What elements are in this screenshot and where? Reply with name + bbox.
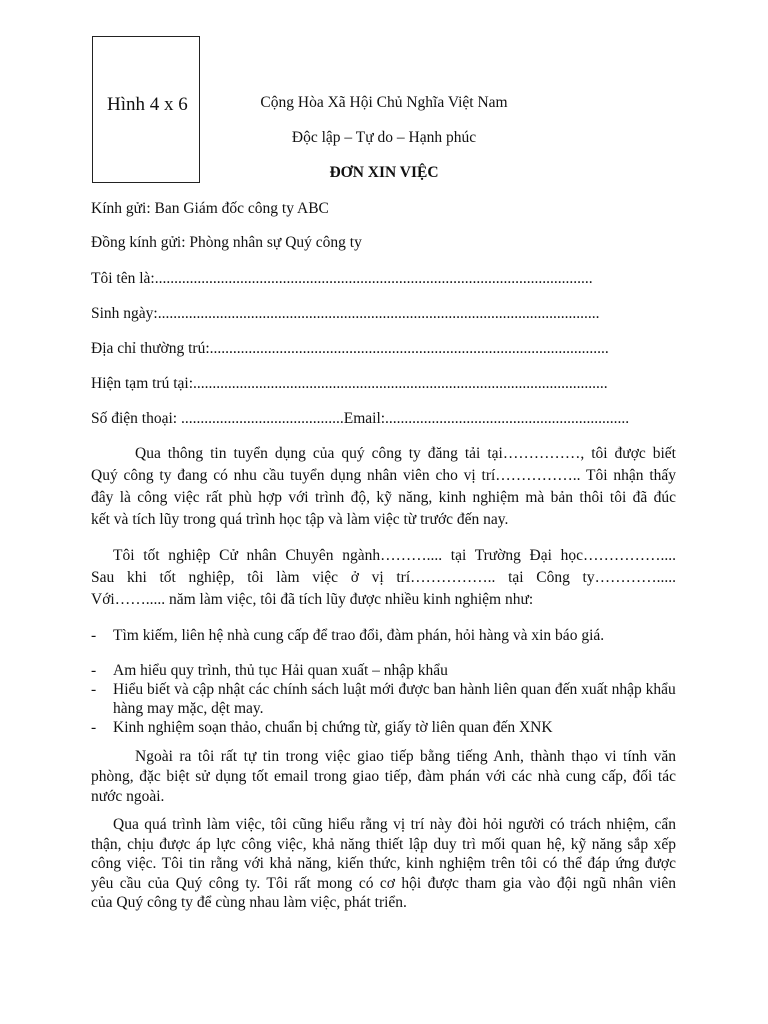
paragraph-line: Tôi tốt nghiệp Cử nhân Chuyên ngành……….... tại Trường Đại học…………….... [113,547,676,564]
experience-list-item [91,718,676,737]
paragraph-closing [91,815,676,913]
country-heading: Cộng Hòa Xã Hội Chủ Nghĩa Việt Nam [260,94,508,111]
motto-heading: Độc lập – Tự do – Hạnh phúc [291,129,477,146]
list-item-text: Am hiểu quy trình, thủ tục Hải quan xuất – nhập khẩu [113,662,448,679]
bullet-dash: - [91,719,97,736]
experience-list-item [91,626,676,645]
recipient-to: Kính gửi: Ban Giám đốc công ty ABC [91,200,329,217]
paragraph-line: công việc. Tôi tin rằng với khả năng, kiến thức, kinh nghiệm trên tôi có thể đáp ứng được [91,855,676,872]
paragraph-line: Với……..... năm làm việc, tôi đã tích lũy được nhiều kinh nghiệm như: [91,591,534,608]
paragraph-line: Qua thông tin tuyển dụng của quý công ty đăng tải tại……………, tôi được biết [135,445,676,462]
paragraph-line: Sau khi tốt nghiệp, tôi làm việc ở vị trí…………….. tại Công ty…………..... [91,569,676,586]
paragraph-line: kết và tích lũy trong quá trình học tập và làm việc từ trước đến nay. [91,511,509,528]
paragraph-education [91,545,676,611]
phone-email-field: Số điện thoại: ..........................................Email:............................................................... [91,410,630,427]
paragraph-line: yêu cầu của Quý công ty. Tôi rất mong có cơ hội được tham gia vào đội ngũ nhân viên [91,874,676,892]
paragraph-line: Quý công ty đang có nhu cầu tuyển dụng nhân viên cho vị trí…………….. Tôi nhận thấy [91,467,676,484]
list-item-text: Hiểu biết và cập nhật các chính sách luật mới được ban hành liên quan đến xuất nhập khẩu hàng may mặc, dệt may. [113,681,676,717]
bullet-dash: - [91,627,97,644]
dob-field: Sinh ngày:.................................................................................................................. [91,305,600,322]
address-field: Địa chỉ thường trú:....................................................................................................... [91,340,609,357]
photo-placeholder-label: Hình 4 x 6 [107,94,188,115]
paragraph-line: Ngoài ra tôi rất tự tin trong việc giao tiếp bằng tiếng Anh, thành thạo vi tính văn [135,748,676,765]
paragraph-line: thận, chịu được áp lực công việc, khả năng thiết lập duy trì mối quan hệ, kỹ năng sắp xếp [91,835,676,853]
list-item-text: Kinh nghiệm soạn thảo, chuẩn bị chứng từ, giấy tờ liên quan đến XNK [113,719,553,736]
bullet-dash: - [91,662,97,679]
paragraph-line: phòng, đặc biệt sử dụng tốt email trong giao tiếp, đàm phán với các nhà cung cấp, đối tác [91,768,676,785]
paragraph-intro [91,443,676,531]
temp-address-field: Hiện tạm trú tại:........................................................................................................... [91,375,608,392]
recipient-cc: Đồng kính gửi: Phòng nhân sự Quý công ty [91,234,362,251]
document-title: ĐƠN XIN VIỆC [329,164,439,181]
paragraph-skills [91,747,676,807]
paragraph-line: của Quý công ty để cùng nhau làm việc, phát triển. [91,894,407,911]
name-field: Tôi tên là:................................................................................................................. [91,270,593,287]
paragraph-line: nước ngoài. [91,788,165,805]
photo-placeholder-box [92,36,200,183]
experience-list-item [91,680,676,718]
list-item-text: Tìm kiếm, liên hệ nhà cung cấp để trao đổi, đàm phán, hỏi hàng và xin báo giá. [113,627,605,644]
bullet-dash: - [91,681,97,698]
paragraph-line: Qua quá trình làm việc, tôi cũng hiểu rằng vị trí này đòi hỏi người có trách nhiệm, cẩn [113,816,676,833]
experience-list-item [91,661,676,680]
paragraph-line: đây là công việc rất phù hợp với trình độ, kỹ năng, kinh nghiệm mà bản thôi tôi đã đúc [91,489,676,506]
